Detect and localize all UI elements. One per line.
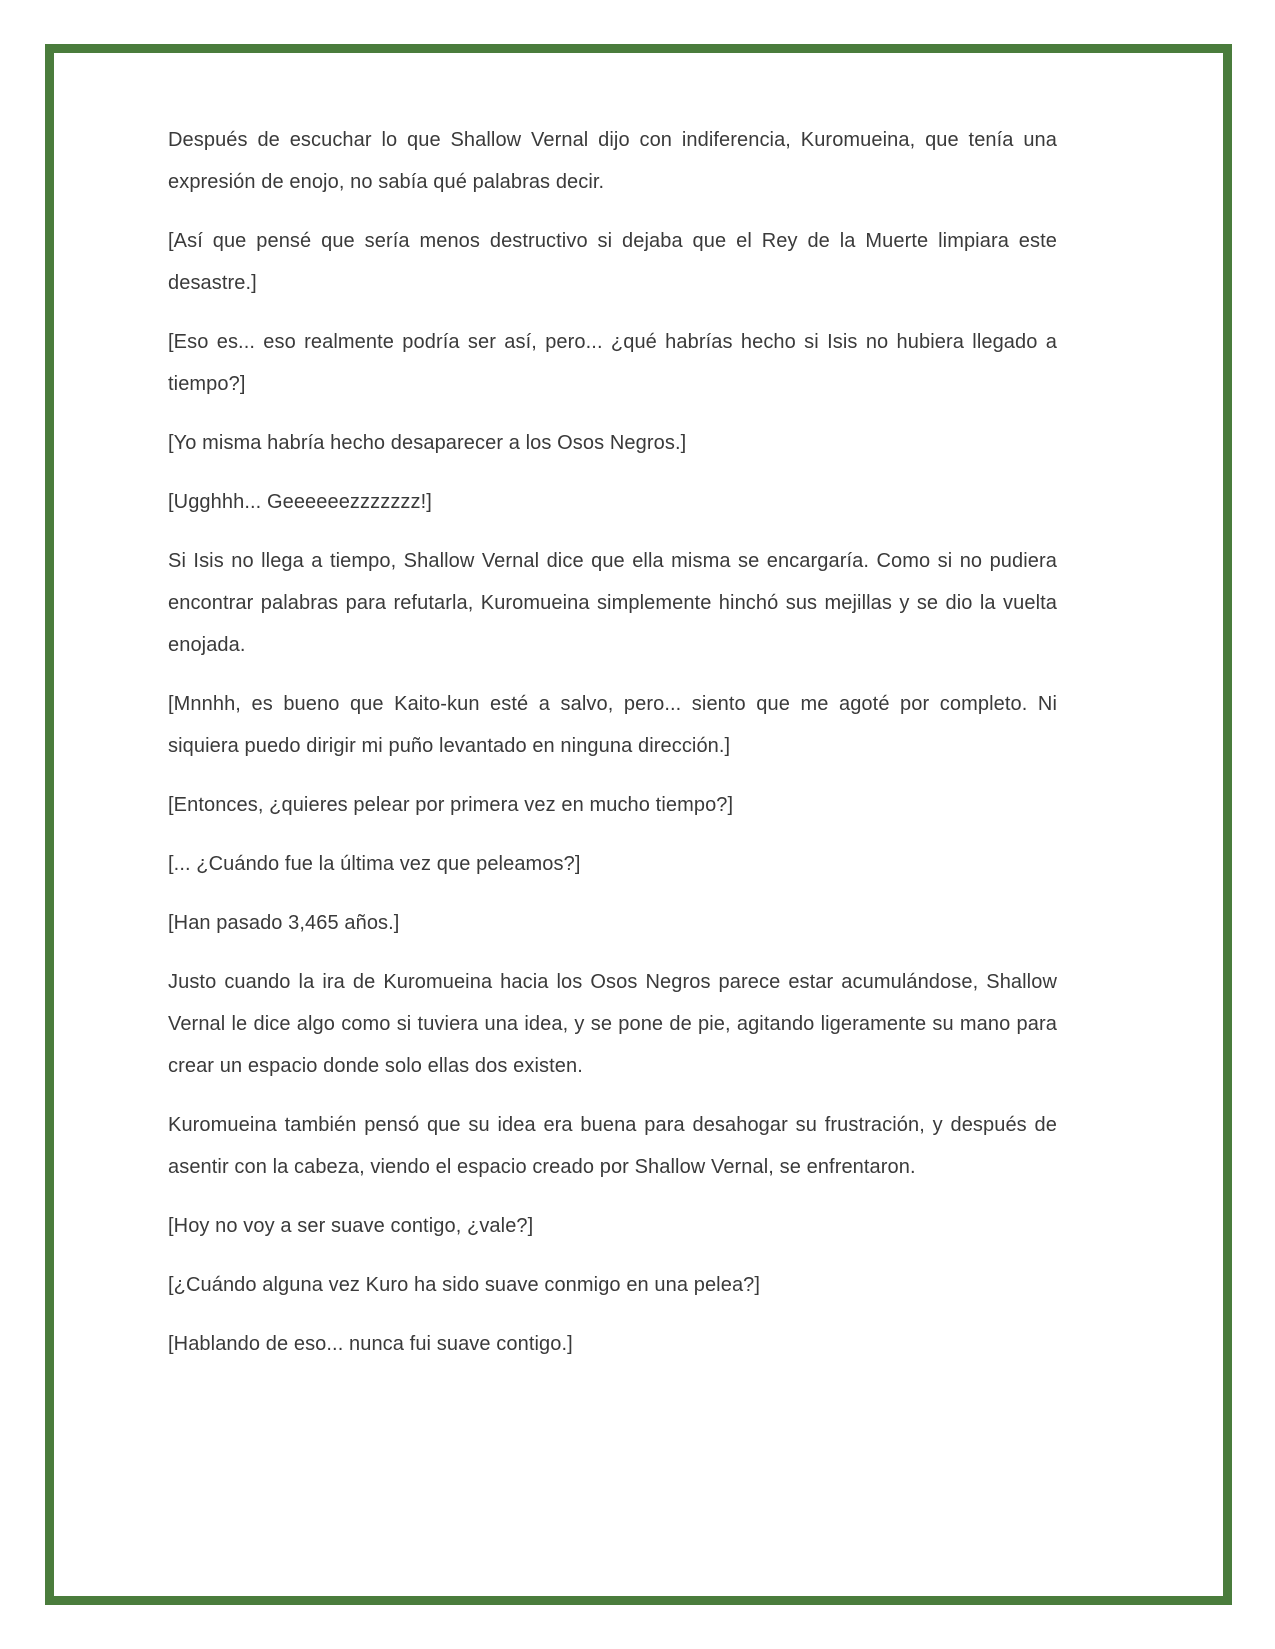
document-body <box>54 53 1223 1596</box>
paragraph: [Hablando de eso... nunca fui suave contigo.] <box>168 1333 573 1355</box>
paragraph: [Eso es... eso realmente podría ser así, pero... ¿qué habrías hecho si Isis no hubiera llegado a tiempo?] <box>168 331 1057 395</box>
paragraph: Después de escuchar lo que Shallow Vernal dijo con indiferencia, Kuromueina, que tenía una expresión de enojo, no sabía qué palabras decir. <box>168 129 1057 193</box>
paragraph: [¿Cuándo alguna vez Kuro ha sido suave conmigo en una pelea?] <box>168 1274 761 1296</box>
paragraph: [Yo misma habría hecho desaparecer a los Osos Negros.] <box>168 432 687 454</box>
paragraph: Justo cuando la ira de Kuromueina hacia los Osos Negros parece estar acumulándose, Shallow Vernal le dice algo como si tuviera una idea, y se pone de pie, agitando ligeramente su mano para crear un espacio donde solo ellas dos existen. <box>168 971 1057 1077</box>
paragraph: [Entonces, ¿quieres pelear por primera vez en mucho tiempo?] <box>168 794 734 816</box>
paragraph: [Han pasado 3,465 años.] <box>168 912 400 934</box>
paragraph: [Hoy no voy a ser suave contigo, ¿vale?] <box>168 1215 534 1237</box>
paragraph: [Así que pensé que sería menos destructivo si dejaba que el Rey de la Muerte limpiara este desastre.] <box>168 230 1057 294</box>
paragraph: [Mnnhh, es bueno que Kaito-kun esté a salvo, pero... siento que me agoté por completo. Ni siquiera puedo dirigir mi puño levantado en ninguna dirección.] <box>168 693 1057 757</box>
paragraph: [... ¿Cuándo fue la última vez que peleamos?] <box>168 853 581 875</box>
page-border-frame <box>45 44 1232 1605</box>
paragraph: Kuromueina también pensó que su idea era buena para desahogar su frustración, y después de asentir con la cabeza, viendo el espacio creado por Shallow Vernal, se enfrentaron. <box>168 1114 1057 1178</box>
paragraph: Si Isis no llega a tiempo, Shallow Vernal dice que ella misma se encargaría. Como si no pudiera encontrar palabras para refutarla, Kuromueina simplemente hinchó sus mejillas y se dio la vuelta enojada. <box>168 550 1057 656</box>
paragraph: [Ugghhh... Geeeeeezzzzzzz!] <box>168 491 432 513</box>
